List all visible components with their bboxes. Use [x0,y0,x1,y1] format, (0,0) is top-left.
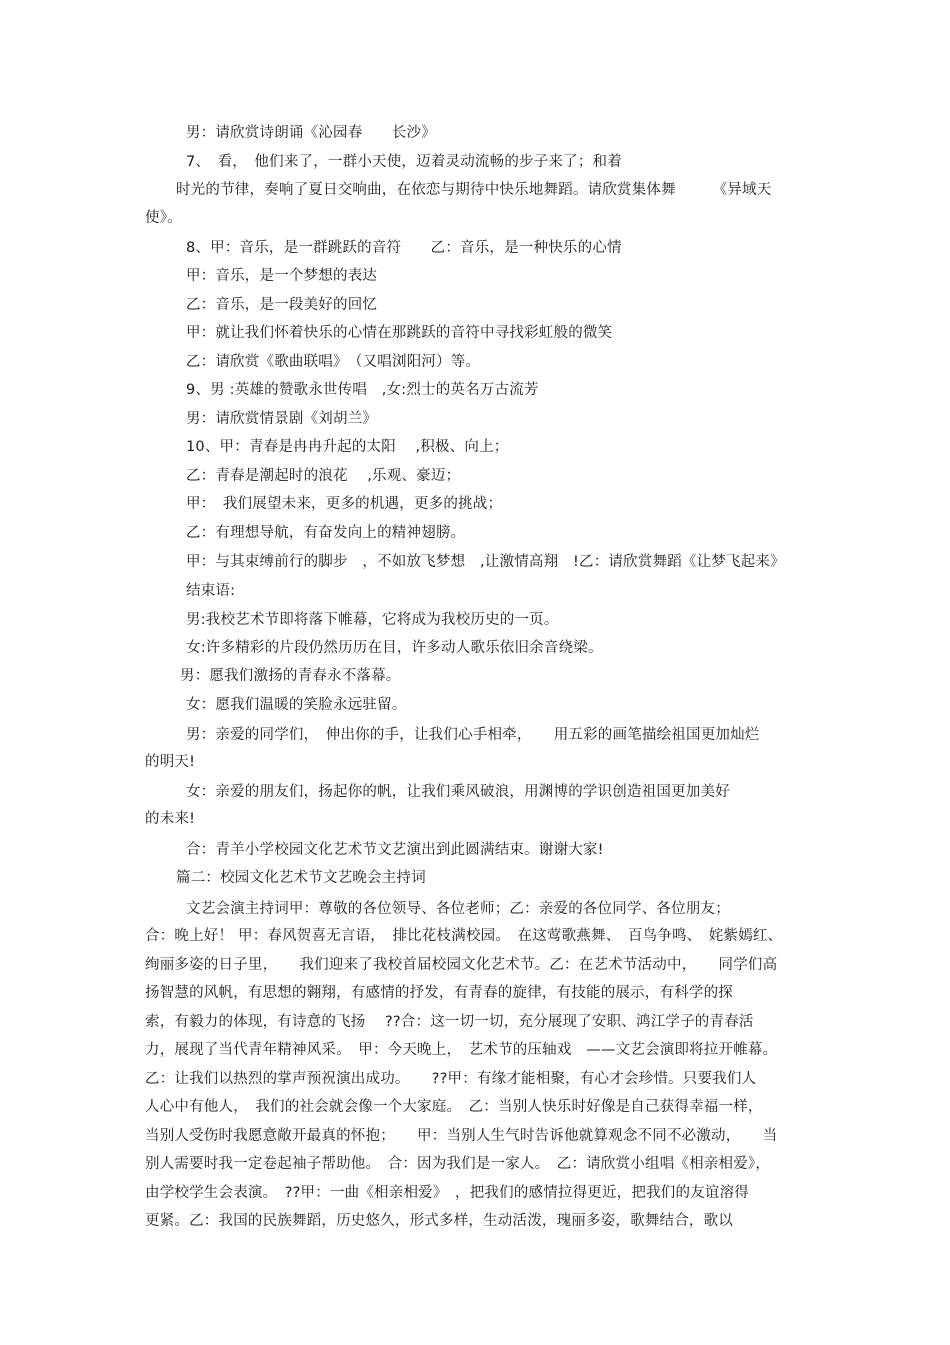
text-line: 的未来! [145,811,196,827]
text-line: 甲：与其束缚前行的脚步 ，不如放飞梦想 ,让激情高翔 !乙：请欣赏舞蹈《让梦飞起来》 [186,554,785,570]
text-line: 乙：请欣赏《歌曲联唱》 （又唱浏阳河）等。 [186,354,481,370]
text-line: 8、甲：音乐，是一群跳跃的音符 乙：音乐，是一种快乐的心情 [186,240,622,256]
text-line: 绚丽多姿的日子里， 我们迎来了我校首届校园文化艺术节。乙：在艺术节活动中， 同学们高 [145,957,778,973]
text-line: 女：亲爱的朋友们，扬起你的帆，让我们乘风破浪，用渊博的学识创造祖国更加美好 [186,784,730,800]
text-line: 由学校学生会表演。 ??甲：一曲《相亲相爱》 ，把我们的感情拉得更近，把我们的友谊溶得 [145,1185,749,1201]
text-line: 女:许多精彩的片段仍然历历在目，许多动人歌乐依旧余音绕梁。 [186,640,603,656]
text-line: 甲： 我们展望未来，更多的机遇，更多的挑战； [186,496,503,512]
text-line: 人心中有他人， 我们的社会就会像一个大家庭。 乙：当别人快乐时好像是自己获得幸福一样， [145,1099,763,1115]
text-line: 结束语: [186,583,236,599]
text-line: 甲：就让我们怀着快乐的心情在那跳跃的音符中寻找彩虹般的微笑 [186,325,613,341]
text-line: 7、 看， 他们来了，一群小天使，迈着灵动流畅的步子来了；和着 [186,154,622,170]
section-heading: 篇二：校园文化艺术节文艺晚会主持词 [176,870,426,886]
text-line: 9、男 :英雄的赞歌永世传唱 ,女:烈士的英名万古流芳 [186,382,539,398]
text-line: 文艺会演主持词甲：尊敬的各位领导、各位老师；乙：亲爱的各位同学、各位朋友； [186,901,730,917]
text-line: 男：愿我们激扬的青春永不落幕。 [180,668,401,684]
text-line: 男：请欣赏诗朗诵《沁园春 长沙》 [186,125,436,141]
text-line: 乙：让我们以热烈的掌声预祝演出成功。 ??甲：有缘才能相聚，有心才会珍惜。只要我们人 [145,1071,757,1087]
text-line: 10、甲：青春是冉冉升起的太阳 ,积极、向上； [186,439,509,455]
text-line: 使》。 [145,210,182,226]
text-line: 女：愿我们温暖的笑脸永远驻留。 [186,697,407,713]
text-line: 的明天! [145,754,196,770]
text-line: 索，有毅力的体现，有诗意的飞扬 ??合：这一切一切，充分展现了安职、鸿江学子的青春活 [145,1014,754,1030]
text-line: 乙：音乐，是一段美好的回忆 [186,297,378,313]
text-line: 合：青羊小学校园文化艺术节文艺演出到此圆满结束。谢谢大家! [186,842,604,858]
text-line: 乙：青春是潮起时的浪花 ,乐观、豪迈； [186,468,461,484]
text-line: 男:我校艺术节即将落下帷幕，它将成为我校历史的一页。 [186,612,559,628]
text-line: 更紧。乙：我国的民族舞蹈，历史悠久，形式多样，生动活泼，瑰丽多姿，歌舞结合，歌以 [145,1213,733,1229]
text-line: 别人需要时我一定卷起袖子帮助他。 合：因为我们是一家人。 乙：请欣赏小组唱《相亲相爱》， [145,1156,771,1172]
text-line: 力，展现了当代青年精神风采。 甲：今天晚上， 艺术节的压轴戏 ——文艺会演即将拉开帷幕。 [145,1042,778,1058]
text-line: 扬智慧的风帆，有思想的翱翔，有感情的抒发，有青春的旋律，有技能的展示，有科学的探 [145,985,733,1001]
text-line: 时光的节律，奏响了夏日交响曲，在依恋与期待中快乐地舞蹈。请欣赏集体舞 《异域天 [176,182,772,198]
text-line: 甲：音乐，是一个梦想的表达 [186,268,378,284]
text-line: 乙：有理想导航，有奋发向上的精神翅膀。 [186,525,466,541]
text-line: 男：亲爱的同学们， 伸出你的手，让我们心手相牵， 用五彩的画笔描绘祖国更加灿烂 [186,727,760,743]
text-line: 男：请欣赏情景剧《刘胡兰》 [186,411,378,427]
text-line: 当别人受伤时我愿意敞开最真的怀抱； 甲：当别人生气时告诉他就算观念不同不必激动， 当 [145,1128,778,1144]
text-line: 合：晚上好！ 甲：春风贺喜无言语， 排比花枝满校园。 在这莺歌燕舞、 百鸟争鸣、 姹紫嫣红、 [145,928,783,944]
